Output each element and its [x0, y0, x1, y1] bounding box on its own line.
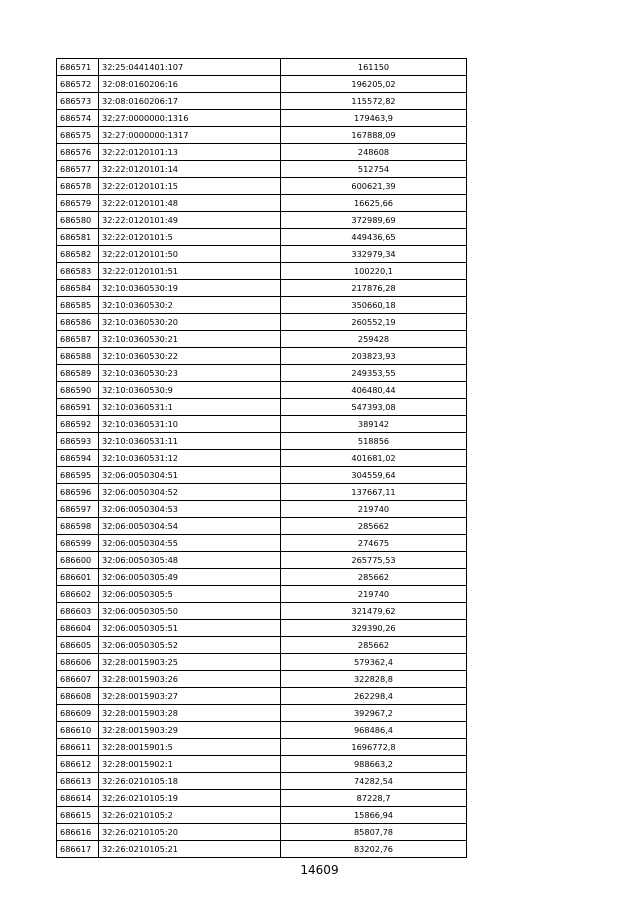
table-row: [57, 178, 467, 195]
value-cell: 389142: [281, 416, 467, 433]
table-row: [57, 110, 467, 127]
value-cell: 285662: [281, 569, 467, 586]
value-cell: 285662: [281, 518, 467, 535]
cadastral-number-cell: 32:22:0120101:5: [99, 229, 281, 246]
cadastral-number-cell: 32:06:0050304:54: [99, 518, 281, 535]
cadastral-number-cell: 32:28:0015901:5: [99, 739, 281, 756]
row-number-cell: 686582: [57, 246, 99, 263]
table-row: [57, 348, 467, 365]
value-cell: 392967,2: [281, 705, 467, 722]
row-number-cell: 686586: [57, 314, 99, 331]
value-cell: 406480,44: [281, 382, 467, 399]
table-row: [57, 433, 467, 450]
table-row: [57, 756, 467, 773]
value-cell: 219740: [281, 586, 467, 603]
value-cell: 579362,4: [281, 654, 467, 671]
cadastral-number-cell: 32:28:0015902:1: [99, 756, 281, 773]
table-row: [57, 773, 467, 790]
row-number-cell: 686600: [57, 552, 99, 569]
value-cell: 372989,69: [281, 212, 467, 229]
row-number-cell: 686606: [57, 654, 99, 671]
row-number-cell: 686580: [57, 212, 99, 229]
value-cell: 203823,93: [281, 348, 467, 365]
value-cell: 350660,18: [281, 297, 467, 314]
table-row: [57, 518, 467, 535]
row-number-cell: 686597: [57, 501, 99, 518]
row-number-cell: 686617: [57, 841, 99, 858]
table-body: [57, 59, 467, 858]
table-row: [57, 705, 467, 722]
cadastral-number-cell: 32:22:0120101:13: [99, 144, 281, 161]
row-number-cell: 686615: [57, 807, 99, 824]
value-cell: 329390,26: [281, 620, 467, 637]
cadastral-number-cell: 32:10:0360530:22: [99, 348, 281, 365]
cadastral-number-cell: 32:22:0120101:15: [99, 178, 281, 195]
value-cell: 449436,65: [281, 229, 467, 246]
cadastral-number-cell: 32:28:0015903:28: [99, 705, 281, 722]
table-row: [57, 331, 467, 348]
value-cell: 217876,28: [281, 280, 467, 297]
value-cell: 968486,4: [281, 722, 467, 739]
value-cell: 988663,2: [281, 756, 467, 773]
value-cell: 196205,02: [281, 76, 467, 93]
table-row: [57, 297, 467, 314]
value-cell: 167888,09: [281, 127, 467, 144]
table-row: [57, 841, 467, 858]
cadastral-number-cell: 32:22:0120101:51: [99, 263, 281, 280]
value-cell: 262298,4: [281, 688, 467, 705]
table-row: [57, 620, 467, 637]
value-cell: 512754: [281, 161, 467, 178]
table-row: [57, 246, 467, 263]
row-number-cell: 686572: [57, 76, 99, 93]
cadastral-number-cell: 32:26:0210105:20: [99, 824, 281, 841]
row-number-cell: 686609: [57, 705, 99, 722]
row-number-cell: 686577: [57, 161, 99, 178]
value-cell: 285662: [281, 637, 467, 654]
table-row: [57, 688, 467, 705]
value-cell: 85807,78: [281, 824, 467, 841]
cadastral-number-cell: 32:06:0050304:53: [99, 501, 281, 518]
row-number-cell: 686592: [57, 416, 99, 433]
value-cell: 518856: [281, 433, 467, 450]
value-cell: 304559,64: [281, 467, 467, 484]
cadastral-number-cell: 32:06:0050305:51: [99, 620, 281, 637]
value-cell: 179463,9: [281, 110, 467, 127]
cadastral-number-cell: 32:06:0050305:49: [99, 569, 281, 586]
row-number-cell: 686585: [57, 297, 99, 314]
table-row: [57, 824, 467, 841]
cadastral-number-cell: 32:25:0441401:107: [99, 59, 281, 76]
table-row: [57, 144, 467, 161]
table-row: [57, 416, 467, 433]
table-row: [57, 552, 467, 569]
cadastral-number-cell: 32:10:0360530:2: [99, 297, 281, 314]
table-row: [57, 93, 467, 110]
table-row: [57, 484, 467, 501]
cadastral-number-cell: 32:22:0120101:49: [99, 212, 281, 229]
cadastral-number-cell: 32:26:0210105:2: [99, 807, 281, 824]
cadastral-number-cell: 32:26:0210105:18: [99, 773, 281, 790]
cadastral-number-cell: 32:06:0050305:50: [99, 603, 281, 620]
cadastral-number-cell: 32:06:0050304:52: [99, 484, 281, 501]
row-number-cell: 686571: [57, 59, 99, 76]
value-cell: 15866,94: [281, 807, 467, 824]
table-row: [57, 739, 467, 756]
row-number-cell: 686581: [57, 229, 99, 246]
cadastral-number-cell: 32:22:0120101:48: [99, 195, 281, 212]
cadastral-number-cell: 32:06:0050305:5: [99, 586, 281, 603]
cadastral-number-cell: 32:10:0360530:20: [99, 314, 281, 331]
value-cell: 274675: [281, 535, 467, 552]
table-row: [57, 603, 467, 620]
value-cell: 74282,54: [281, 773, 467, 790]
value-cell: 547393,08: [281, 399, 467, 416]
row-number-cell: 686575: [57, 127, 99, 144]
row-number-cell: 686605: [57, 637, 99, 654]
cadastral-number-cell: 32:06:0050305:48: [99, 552, 281, 569]
row-number-cell: 686584: [57, 280, 99, 297]
row-number-cell: 686587: [57, 331, 99, 348]
row-number-cell: 686614: [57, 790, 99, 807]
value-cell: 600621,39: [281, 178, 467, 195]
value-cell: 401681,02: [281, 450, 467, 467]
cadastral-number-cell: 32:06:0050304:51: [99, 467, 281, 484]
cadastral-number-cell: 32:06:0050305:52: [99, 637, 281, 654]
value-cell: 137667,11: [281, 484, 467, 501]
table-row: [57, 280, 467, 297]
row-number-cell: 686613: [57, 773, 99, 790]
value-cell: 115572,82: [281, 93, 467, 110]
value-cell: 259428: [281, 331, 467, 348]
cadastral-number-cell: 32:27:0000000:1317: [99, 127, 281, 144]
cadastral-number-cell: 32:10:0360531:1: [99, 399, 281, 416]
row-number-cell: 686591: [57, 399, 99, 416]
row-number-cell: 686588: [57, 348, 99, 365]
row-number-cell: 686602: [57, 586, 99, 603]
cadastral-number-cell: 32:10:0360530:19: [99, 280, 281, 297]
value-cell: 260552,19: [281, 314, 467, 331]
table-row: [57, 790, 467, 807]
table-row: [57, 127, 467, 144]
table-row: [57, 382, 467, 399]
cadastral-number-cell: 32:10:0360530:23: [99, 365, 281, 382]
table-row: [57, 399, 467, 416]
row-number-cell: 686603: [57, 603, 99, 620]
row-number-cell: 686593: [57, 433, 99, 450]
row-number-cell: 686608: [57, 688, 99, 705]
value-cell: 249353,55: [281, 365, 467, 382]
row-number-cell: 686596: [57, 484, 99, 501]
cadastral-number-cell: 32:10:0360531:10: [99, 416, 281, 433]
row-number-cell: 686573: [57, 93, 99, 110]
cadastral-number-cell: 32:26:0210105:19: [99, 790, 281, 807]
table-row: [57, 654, 467, 671]
value-cell: 83202,76: [281, 841, 467, 858]
row-number-cell: 686599: [57, 535, 99, 552]
table-row: [57, 76, 467, 93]
row-number-cell: 686578: [57, 178, 99, 195]
cadastral-number-cell: 32:10:0360530:21: [99, 331, 281, 348]
table-row: [57, 161, 467, 178]
table-row: [57, 722, 467, 739]
cadastral-number-cell: 32:08:0160206:17: [99, 93, 281, 110]
value-cell: 321479,62: [281, 603, 467, 620]
row-number-cell: 686590: [57, 382, 99, 399]
value-cell: 161150: [281, 59, 467, 76]
cadastral-number-cell: 32:22:0120101:50: [99, 246, 281, 263]
table-row: [57, 263, 467, 280]
table-row: [57, 501, 467, 518]
table-row: [57, 535, 467, 552]
cadastral-number-cell: 32:28:0015903:25: [99, 654, 281, 671]
value-cell: 219740: [281, 501, 467, 518]
table-row: [57, 314, 467, 331]
cadastral-number-cell: 32:26:0210105:21: [99, 841, 281, 858]
row-number-cell: 686607: [57, 671, 99, 688]
table-row: [57, 671, 467, 688]
cadastral-number-cell: 32:10:0360531:11: [99, 433, 281, 450]
table-row: [57, 637, 467, 654]
row-number-cell: 686616: [57, 824, 99, 841]
row-number-cell: 686595: [57, 467, 99, 484]
value-cell: 322828,8: [281, 671, 467, 688]
cadastral-number-cell: 32:08:0160206:16: [99, 76, 281, 93]
row-number-cell: 686601: [57, 569, 99, 586]
row-number-cell: 686589: [57, 365, 99, 382]
value-cell: 87228,7: [281, 790, 467, 807]
page-number: 14609: [300, 863, 339, 877]
cadastral-number-cell: 32:28:0015903:27: [99, 688, 281, 705]
table-row: [57, 195, 467, 212]
table-row: [57, 807, 467, 824]
row-number-cell: 686610: [57, 722, 99, 739]
value-cell: 1696772,8: [281, 739, 467, 756]
cadastral-number-cell: 32:10:0360531:12: [99, 450, 281, 467]
data-table: [56, 58, 467, 858]
row-number-cell: 686612: [57, 756, 99, 773]
row-number-cell: 686579: [57, 195, 99, 212]
cadastral-number-cell: 32:28:0015903:29: [99, 722, 281, 739]
table-row: [57, 229, 467, 246]
table-row: [57, 59, 467, 76]
value-cell: 265775,53: [281, 552, 467, 569]
table-row: [57, 569, 467, 586]
cadastral-number-cell: 32:28:0015903:26: [99, 671, 281, 688]
table-row: [57, 467, 467, 484]
table-row: [57, 365, 467, 382]
value-cell: 332979,34: [281, 246, 467, 263]
row-number-cell: 686604: [57, 620, 99, 637]
row-number-cell: 686576: [57, 144, 99, 161]
cadastral-number-cell: 32:27:0000000:1316: [99, 110, 281, 127]
row-number-cell: 686583: [57, 263, 99, 280]
table-row: [57, 450, 467, 467]
row-number-cell: 686611: [57, 739, 99, 756]
cadastral-number-cell: 32:06:0050304:55: [99, 535, 281, 552]
row-number-cell: 686598: [57, 518, 99, 535]
cadastral-number-cell: 32:22:0120101:14: [99, 161, 281, 178]
value-cell: 16625,66: [281, 195, 467, 212]
table-row: [57, 586, 467, 603]
table-row: [57, 212, 467, 229]
value-cell: 248608: [281, 144, 467, 161]
cadastral-number-cell: 32:10:0360530:9: [99, 382, 281, 399]
row-number-cell: 686574: [57, 110, 99, 127]
value-cell: 100220,1: [281, 263, 467, 280]
row-number-cell: 686594: [57, 450, 99, 467]
